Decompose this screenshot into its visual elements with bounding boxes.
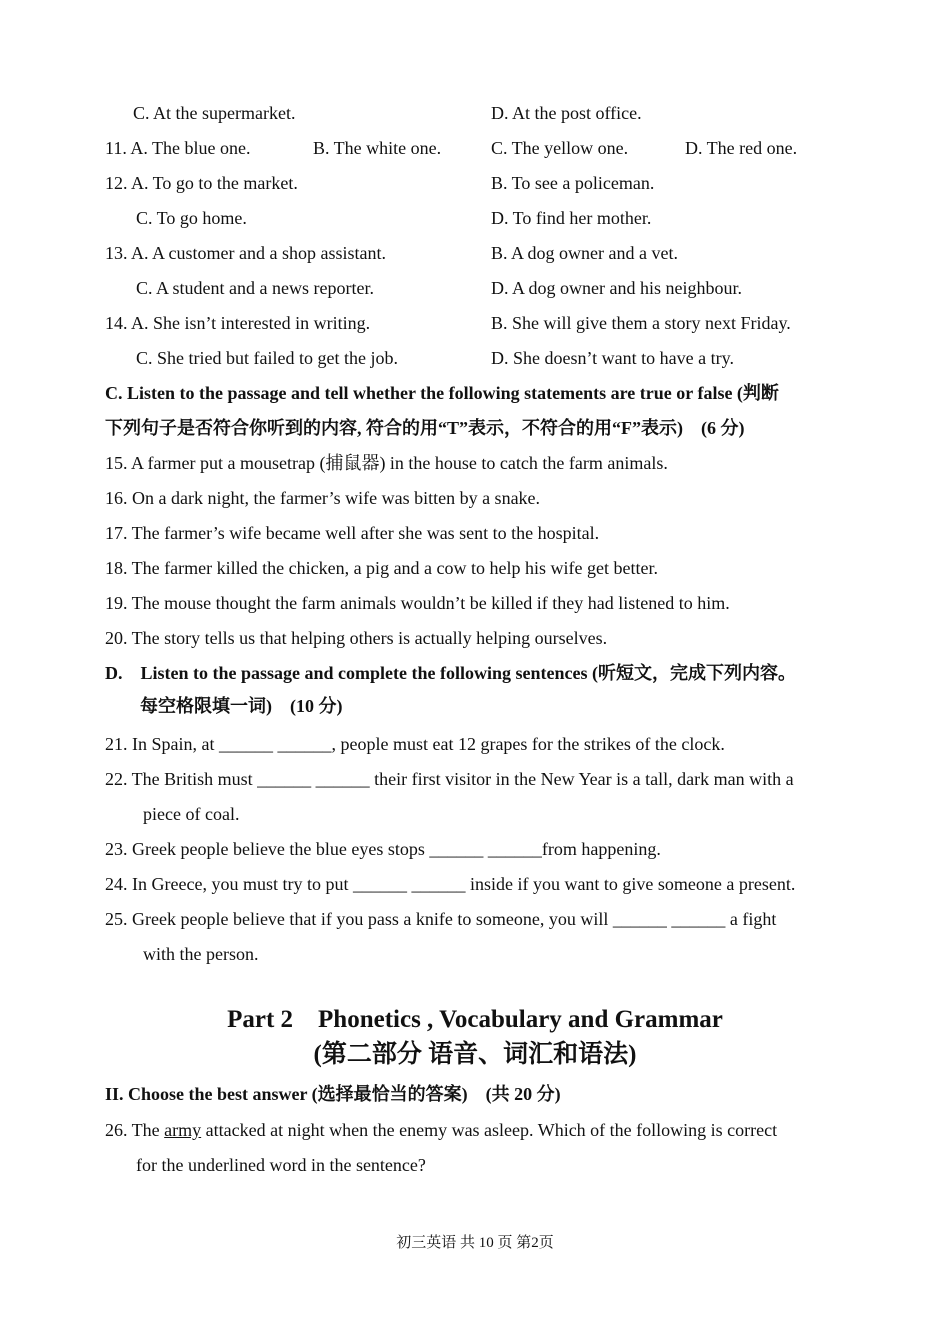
option-14d: D. She doesn’t want to have a try. <box>491 348 734 368</box>
sentence-21: 21. In Spain, at ______ ______, people must eat 12 grapes for the strikes of the clock. <box>105 734 725 754</box>
sentence-24: 24. In Greece, you must try to put ______ ______ inside if you want to give someone a present. <box>105 874 796 894</box>
statement-20: 20. The story tells us that helping others is actually helping ourselves. <box>105 628 608 648</box>
statement-17: 17. The farmer’s wife became well after she was sent to the hospital. <box>105 523 600 543</box>
option-13c: C. A student and a news reporter. <box>136 278 374 298</box>
section-c-heading-cont: 下列句子是否符合你听到的内容, 符合的用“T”表示，不符合的用“F”表示) (6 分) <box>105 418 745 438</box>
option-11d: D. The red one. <box>685 138 798 158</box>
statement-16: 16. On a dark night, the farmer’s wife was bitten by a snake. <box>105 488 541 508</box>
section-ii-heading: II. Choose the best answer (选择最恰当的答案) (共 20 分) <box>105 1084 561 1104</box>
sentence-23: 23. Greek people believe the blue eyes stops ______ ______from happening. <box>105 839 661 859</box>
question-26 <box>105 1120 777 1140</box>
option-12b: B. To see a policeman. <box>491 173 655 193</box>
option-14a: 14. A. She isn’t interested in writing. <box>105 313 371 333</box>
page-footer: 初三英语 共 10 页 第2页 <box>396 1235 554 1251</box>
statement-18: 18. The farmer killed the chicken, a pig and a cow to help his wife get better. <box>105 558 658 578</box>
option-10c: C. At the supermarket. <box>133 103 296 123</box>
option-12c: C. To go home. <box>136 208 247 228</box>
option-11a: 11. A. The blue one. <box>105 138 251 158</box>
sentence-25: 25. Greek people believe that if you pass a knife to someone, you will ______ ______ a fight <box>105 909 777 929</box>
section-d-heading-cont: 每空格限填一词) (10 分) <box>140 696 343 716</box>
section-c-heading: C. Listen to the passage and tell whether the following statements are true or false (判断 <box>105 383 779 403</box>
statement-15: 15. A farmer put a mousetrap (捕鼠器) in the house to catch the farm animals. <box>105 453 668 473</box>
option-13b: B. A dog owner and a vet. <box>491 243 678 263</box>
option-11c: C. The yellow one. <box>491 138 629 158</box>
part2-title: Part 2 Phonetics , Vocabulary and Grammar <box>227 1006 723 1033</box>
part2-subtitle: (第二部分 语音、词汇和语法) <box>313 1041 637 1068</box>
option-12d: D. To find her mother. <box>491 208 652 228</box>
sentence-22-cont: piece of coal. <box>143 804 240 824</box>
q26-suffix: attacked at night when the enemy was asleep. Which of the following is correct <box>201 1120 778 1140</box>
option-12a: 12. A. To go to the market. <box>105 173 298 193</box>
sentence-25-cont: with the person. <box>143 944 259 964</box>
section-d-heading: D. Listen to the passage and complete the following sentences (听短文，完成下列内容。 <box>105 663 796 683</box>
q26-prefix: 26. The <box>105 1120 165 1140</box>
statement-19: 19. The mouse thought the farm animals wouldn’t be killed if they had listened to him. <box>105 593 730 613</box>
option-13a: 13. A. A customer and a shop assistant. <box>105 243 386 263</box>
option-13d: D. A dog owner and his neighbour. <box>491 278 742 298</box>
option-11b: B. The white one. <box>313 138 442 158</box>
q26-underlined-word: army <box>164 1120 202 1140</box>
question-26-cont: for the underlined word in the sentence? <box>136 1155 426 1175</box>
option-14c: C. She tried but failed to get the job. <box>136 348 398 368</box>
option-14b: B. She will give them a story next Friday. <box>491 313 791 333</box>
sentence-22: 22. The British must ______ ______ their first visitor in the New Year is a tall, dark man with a <box>105 769 794 789</box>
option-10d: D. At the post office. <box>491 103 642 123</box>
